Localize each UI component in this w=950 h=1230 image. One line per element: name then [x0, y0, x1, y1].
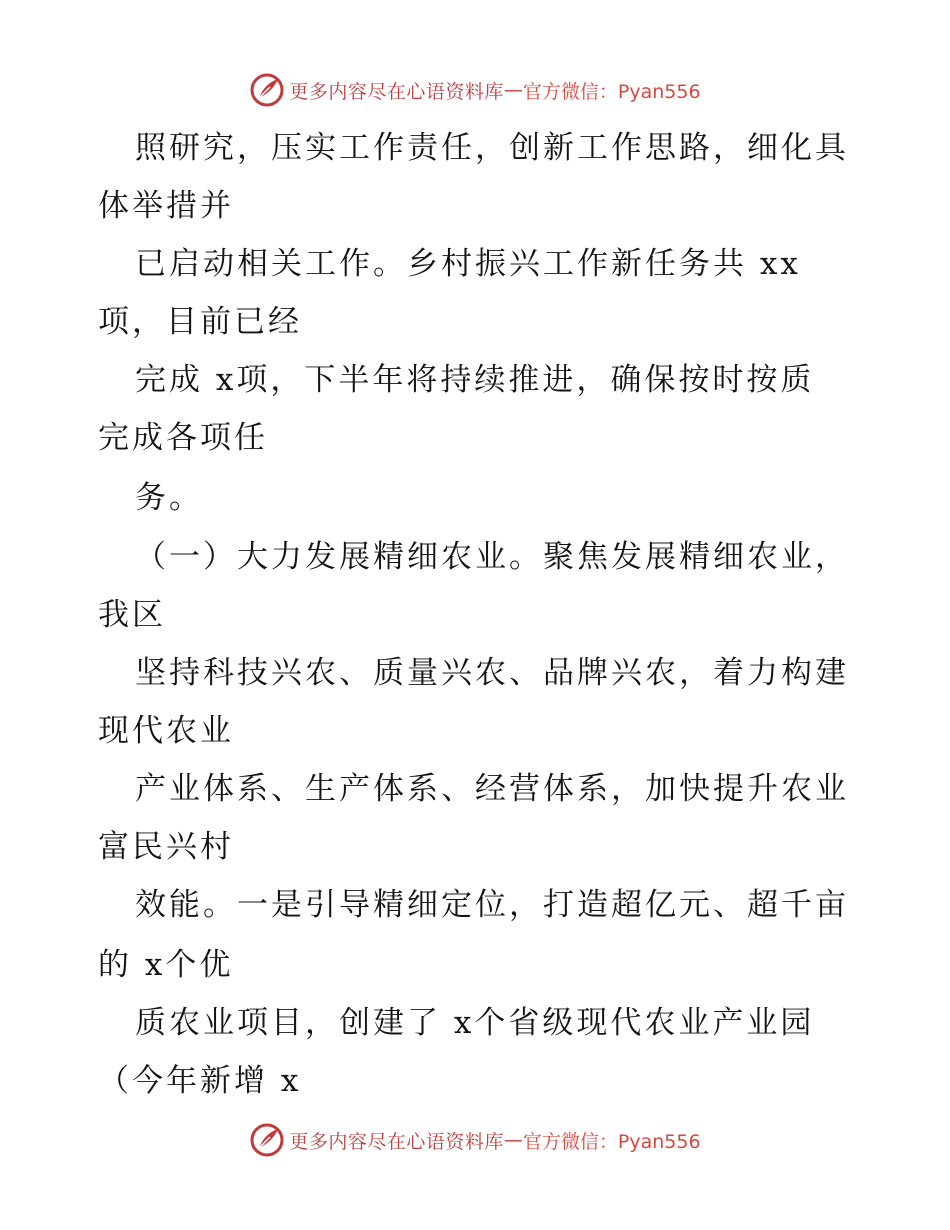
body-line: 富民兴村 [98, 829, 234, 865]
body-line: 完成 x项，下半年将持续推进，确保按时按质 [135, 362, 815, 398]
body-line: 我区 [98, 597, 166, 633]
footer-watermark [0, 1122, 950, 1158]
body-line: 坚持科技兴农、质量兴农、品牌兴农，着力构建 [135, 655, 849, 691]
body-line: （一）大力发展精细农业。聚焦发展精细农业， [135, 539, 849, 575]
watermark-separator: — [503, 1129, 523, 1151]
body-line: 体举措并 [98, 188, 234, 224]
feather-pen-logo-icon [249, 1122, 285, 1158]
body-line: 照研究，压实工作责任，创新工作思路，细化具 [135, 130, 849, 166]
watermark-suffix: 官方微信：Pyan556 [522, 1130, 701, 1153]
body-line: 产业体系、生产体系、经营体系，加快提升农业 [135, 771, 849, 807]
watermark-text: 更多内容尽在心语资料库 [289, 80, 504, 103]
body-line: 已启动相关工作。乡村振兴工作新任务共 xx [135, 246, 801, 282]
body-line: 的 x个优 [98, 947, 234, 983]
body-line: 效能。一是引导精细定位，打造超亿元、超千亩 [135, 887, 849, 923]
body-line: （今年新增 x [98, 1063, 302, 1099]
watermark-separator: — [503, 79, 523, 101]
body-line: 质农业项目，创建了 x个省级现代农业产业园 [135, 1005, 815, 1041]
watermark-text: 更多内容尽在心语资料库 [289, 1130, 504, 1153]
body-line: 现代农业 [98, 713, 234, 749]
body-line: 项，目前已经 [98, 304, 302, 340]
watermark-suffix: 官方微信：Pyan556 [522, 80, 701, 103]
body-line: 务。 [135, 480, 203, 516]
feather-pen-logo-icon [249, 72, 285, 108]
header-watermark [0, 72, 950, 108]
body-line: 完成各项任 [98, 420, 268, 456]
